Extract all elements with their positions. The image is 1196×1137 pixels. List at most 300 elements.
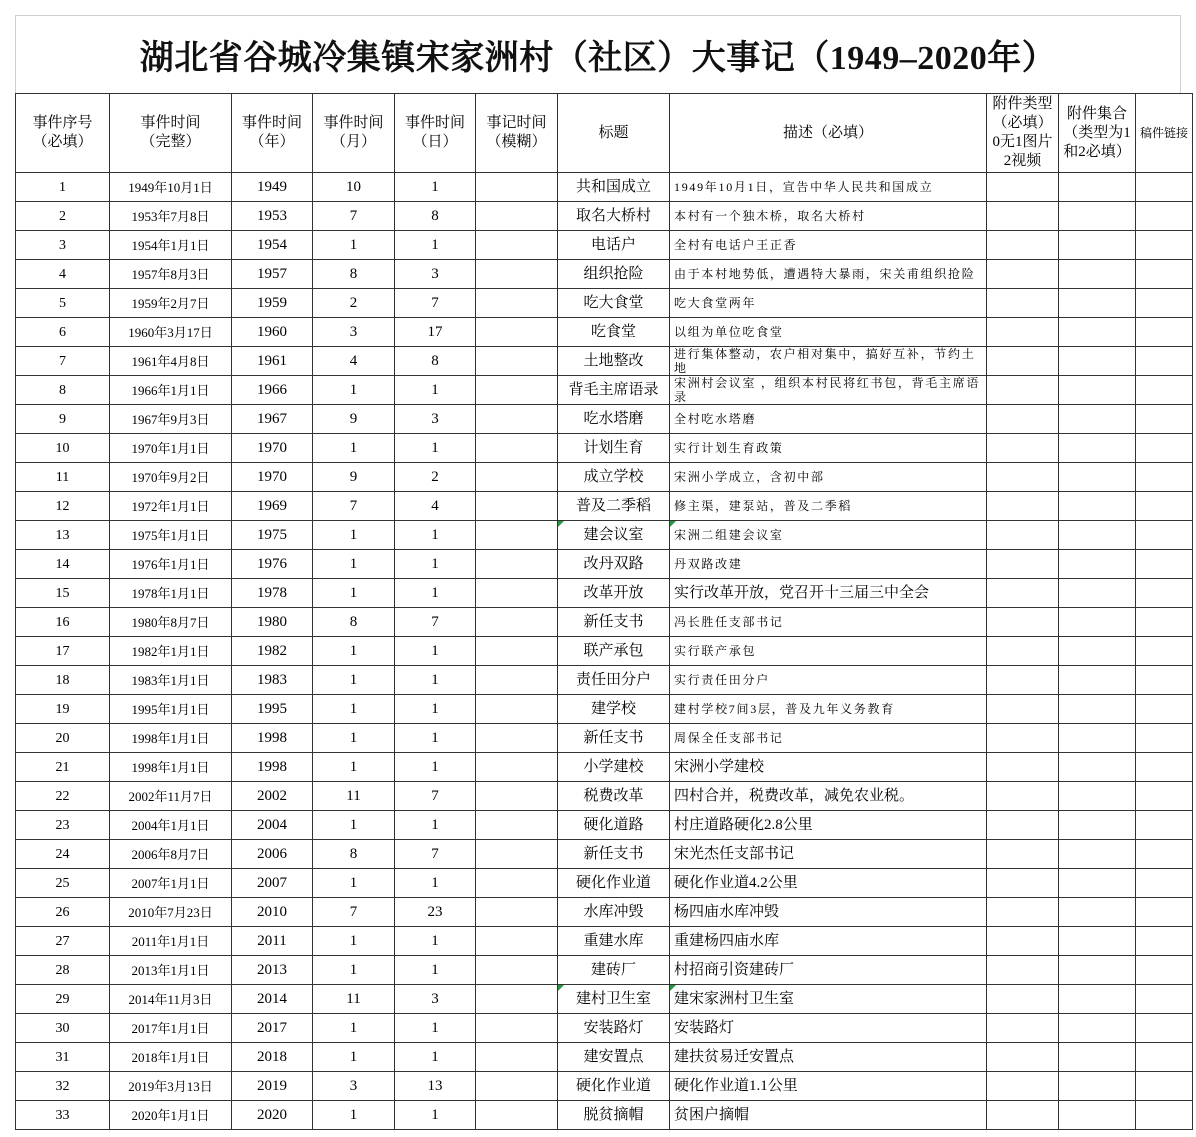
cell-event-title[interactable] <box>558 1043 670 1072</box>
cell-event-month[interactable] <box>313 1014 395 1043</box>
cell-manuscript-link[interactable] <box>1136 1072 1193 1101</box>
cell-attachment-type[interactable] <box>987 260 1059 289</box>
cell-attachment-type[interactable] <box>987 289 1059 318</box>
cell-event-month[interactable] <box>313 898 395 927</box>
cell-event-year[interactable] <box>232 231 313 260</box>
cell-event-seq[interactable] <box>16 1043 110 1072</box>
cell-event-date-fuzzy[interactable] <box>476 347 558 376</box>
cell-event-date-fuzzy[interactable] <box>476 202 558 231</box>
cell-event-date-fuzzy[interactable] <box>476 1072 558 1101</box>
cell-event-title[interactable] <box>558 376 670 405</box>
cell-manuscript-link[interactable] <box>1136 1101 1193 1130</box>
cell-event-date-full[interactable] <box>110 347 232 376</box>
header-event-month[interactable] <box>313 94 395 173</box>
cell-manuscript-link[interactable] <box>1136 956 1193 985</box>
cell-event-date-fuzzy[interactable] <box>476 782 558 811</box>
cell-event-description[interactable] <box>670 898 987 927</box>
cell-event-day[interactable] <box>395 1014 476 1043</box>
cell-attachment-set[interactable] <box>1059 927 1136 956</box>
cell-event-year[interactable] <box>232 1072 313 1101</box>
cell-attachment-set[interactable] <box>1059 811 1136 840</box>
cell-attachment-type[interactable] <box>987 956 1059 985</box>
cell-event-description[interactable] <box>670 985 987 1014</box>
cell-attachment-type[interactable] <box>987 318 1059 347</box>
cell-event-year[interactable] <box>232 521 313 550</box>
cell-event-seq[interactable] <box>16 521 110 550</box>
cell-event-date-full[interactable] <box>110 376 232 405</box>
cell-event-date-fuzzy[interactable] <box>476 840 558 869</box>
cell-manuscript-link[interactable] <box>1136 173 1193 202</box>
cell-event-description[interactable] <box>670 405 987 434</box>
cell-event-month[interactable] <box>313 202 395 231</box>
cell-manuscript-link[interactable] <box>1136 492 1193 521</box>
cell-event-year[interactable] <box>232 173 313 202</box>
cell-manuscript-link[interactable] <box>1136 637 1193 666</box>
cell-event-month[interactable] <box>313 260 395 289</box>
cell-event-year[interactable] <box>232 811 313 840</box>
cell-event-title[interactable] <box>558 1014 670 1043</box>
cell-attachment-type[interactable] <box>987 666 1059 695</box>
cell-event-day[interactable] <box>395 724 476 753</box>
cell-event-date-fuzzy[interactable] <box>476 463 558 492</box>
cell-event-date-fuzzy[interactable] <box>476 405 558 434</box>
cell-attachment-set[interactable] <box>1059 463 1136 492</box>
cell-event-description[interactable] <box>670 173 987 202</box>
cell-event-date-full[interactable] <box>110 637 232 666</box>
cell-attachment-set[interactable] <box>1059 260 1136 289</box>
cell-event-description[interactable] <box>670 724 987 753</box>
cell-event-seq[interactable] <box>16 1101 110 1130</box>
cell-event-date-fuzzy[interactable] <box>476 289 558 318</box>
cell-event-date-full[interactable] <box>110 260 232 289</box>
cell-event-seq[interactable] <box>16 782 110 811</box>
cell-attachment-type[interactable] <box>987 898 1059 927</box>
cell-event-title[interactable] <box>558 405 670 434</box>
cell-event-title[interactable] <box>558 347 670 376</box>
cell-event-day[interactable] <box>395 840 476 869</box>
cell-event-description[interactable] <box>670 869 987 898</box>
cell-event-year[interactable] <box>232 202 313 231</box>
cell-event-day[interactable] <box>395 318 476 347</box>
cell-event-date-fuzzy[interactable] <box>476 550 558 579</box>
cell-event-day[interactable] <box>395 927 476 956</box>
cell-attachment-set[interactable] <box>1059 1101 1136 1130</box>
cell-event-title[interactable] <box>558 637 670 666</box>
cell-attachment-type[interactable] <box>987 434 1059 463</box>
header-manuscript-link[interactable] <box>1136 94 1193 173</box>
cell-event-title[interactable] <box>558 289 670 318</box>
cell-event-date-full[interactable] <box>110 202 232 231</box>
cell-event-month[interactable] <box>313 550 395 579</box>
cell-event-year[interactable] <box>232 724 313 753</box>
cell-manuscript-link[interactable] <box>1136 347 1193 376</box>
cell-manuscript-link[interactable] <box>1136 521 1193 550</box>
cell-event-month[interactable] <box>313 289 395 318</box>
cell-event-date-fuzzy[interactable] <box>476 724 558 753</box>
cell-event-month[interactable] <box>313 173 395 202</box>
cell-event-description[interactable] <box>670 927 987 956</box>
cell-manuscript-link[interactable] <box>1136 550 1193 579</box>
cell-event-description[interactable] <box>670 434 987 463</box>
cell-event-date-full[interactable] <box>110 666 232 695</box>
cell-event-description[interactable] <box>670 231 987 260</box>
cell-event-year[interactable] <box>232 927 313 956</box>
cell-event-year[interactable] <box>232 1101 313 1130</box>
cell-manuscript-link[interactable] <box>1136 231 1193 260</box>
cell-manuscript-link[interactable] <box>1136 898 1193 927</box>
cell-event-description[interactable] <box>670 347 987 376</box>
cell-event-title[interactable] <box>558 782 670 811</box>
cell-event-year[interactable] <box>232 753 313 782</box>
cell-attachment-type[interactable] <box>987 231 1059 260</box>
cell-manuscript-link[interactable] <box>1136 202 1193 231</box>
cell-manuscript-link[interactable] <box>1136 579 1193 608</box>
cell-event-seq[interactable] <box>16 347 110 376</box>
cell-event-description[interactable] <box>670 463 987 492</box>
cell-event-description[interactable] <box>670 260 987 289</box>
cell-event-title[interactable] <box>558 608 670 637</box>
cell-attachment-type[interactable] <box>987 1101 1059 1130</box>
cell-event-day[interactable] <box>395 985 476 1014</box>
header-event-day[interactable] <box>395 94 476 173</box>
cell-event-title[interactable] <box>558 1072 670 1101</box>
cell-event-title[interactable] <box>558 985 670 1014</box>
cell-manuscript-link[interactable] <box>1136 608 1193 637</box>
cell-manuscript-link[interactable] <box>1136 463 1193 492</box>
cell-attachment-set[interactable] <box>1059 608 1136 637</box>
cell-event-description[interactable] <box>670 608 987 637</box>
cell-attachment-type[interactable] <box>987 811 1059 840</box>
cell-manuscript-link[interactable] <box>1136 1043 1193 1072</box>
cell-attachment-set[interactable] <box>1059 840 1136 869</box>
cell-attachment-set[interactable] <box>1059 782 1136 811</box>
cell-event-day[interactable] <box>395 1043 476 1072</box>
cell-event-description[interactable] <box>670 579 987 608</box>
cell-event-month[interactable] <box>313 318 395 347</box>
cell-event-day[interactable] <box>395 666 476 695</box>
title-cell[interactable] <box>15 15 1181 93</box>
cell-attachment-set[interactable] <box>1059 1072 1136 1101</box>
cell-event-date-fuzzy[interactable] <box>476 811 558 840</box>
cell-event-day[interactable] <box>395 608 476 637</box>
cell-event-year[interactable] <box>232 434 313 463</box>
cell-event-month[interactable] <box>313 405 395 434</box>
cell-event-title[interactable] <box>558 956 670 985</box>
cell-event-date-full[interactable] <box>110 1101 232 1130</box>
cell-event-month[interactable] <box>313 985 395 1014</box>
cell-event-seq[interactable] <box>16 260 110 289</box>
cell-event-date-fuzzy[interactable] <box>476 927 558 956</box>
cell-event-year[interactable] <box>232 898 313 927</box>
cell-attachment-type[interactable] <box>987 376 1059 405</box>
cell-manuscript-link[interactable] <box>1136 1014 1193 1043</box>
cell-event-year[interactable] <box>232 347 313 376</box>
cell-event-date-full[interactable] <box>110 1043 232 1072</box>
cell-event-month[interactable] <box>313 666 395 695</box>
cell-attachment-set[interactable] <box>1059 753 1136 782</box>
cell-manuscript-link[interactable] <box>1136 434 1193 463</box>
cell-event-seq[interactable] <box>16 956 110 985</box>
cell-event-month[interactable] <box>313 1072 395 1101</box>
cell-event-title[interactable] <box>558 898 670 927</box>
cell-attachment-type[interactable] <box>987 782 1059 811</box>
cell-event-seq[interactable] <box>16 579 110 608</box>
cell-attachment-set[interactable] <box>1059 869 1136 898</box>
cell-manuscript-link[interactable] <box>1136 753 1193 782</box>
cell-event-title[interactable] <box>558 463 670 492</box>
cell-event-seq[interactable] <box>16 202 110 231</box>
cell-event-day[interactable] <box>395 695 476 724</box>
cell-event-date-full[interactable] <box>110 985 232 1014</box>
cell-attachment-type[interactable] <box>987 724 1059 753</box>
cell-manuscript-link[interactable] <box>1136 405 1193 434</box>
cell-event-date-fuzzy[interactable] <box>476 985 558 1014</box>
cell-event-date-full[interactable] <box>110 318 232 347</box>
cell-attachment-set[interactable] <box>1059 492 1136 521</box>
cell-event-seq[interactable] <box>16 550 110 579</box>
cell-event-description[interactable] <box>670 550 987 579</box>
cell-event-month[interactable] <box>313 782 395 811</box>
cell-event-month[interactable] <box>313 434 395 463</box>
cell-event-seq[interactable] <box>16 376 110 405</box>
cell-event-title[interactable] <box>558 869 670 898</box>
cell-event-seq[interactable] <box>16 289 110 318</box>
cell-attachment-set[interactable] <box>1059 1014 1136 1043</box>
cell-event-day[interactable] <box>395 550 476 579</box>
header-event-date-full[interactable] <box>110 94 232 173</box>
cell-event-day[interactable] <box>395 434 476 463</box>
cell-attachment-set[interactable] <box>1059 695 1136 724</box>
cell-event-month[interactable] <box>313 753 395 782</box>
cell-event-date-full[interactable] <box>110 1014 232 1043</box>
cell-event-date-full[interactable] <box>110 521 232 550</box>
cell-attachment-set[interactable] <box>1059 289 1136 318</box>
cell-event-date-fuzzy[interactable] <box>476 695 558 724</box>
header-event-description[interactable] <box>670 94 987 173</box>
cell-attachment-set[interactable] <box>1059 666 1136 695</box>
cell-attachment-type[interactable] <box>987 753 1059 782</box>
cell-event-seq[interactable] <box>16 840 110 869</box>
cell-event-year[interactable] <box>232 637 313 666</box>
cell-event-day[interactable] <box>395 173 476 202</box>
cell-event-date-fuzzy[interactable] <box>476 260 558 289</box>
cell-event-year[interactable] <box>232 985 313 1014</box>
cell-event-year[interactable] <box>232 782 313 811</box>
cell-event-month[interactable] <box>313 927 395 956</box>
cell-manuscript-link[interactable] <box>1136 782 1193 811</box>
cell-event-month[interactable] <box>313 869 395 898</box>
cell-attachment-type[interactable] <box>987 985 1059 1014</box>
cell-event-seq[interactable] <box>16 869 110 898</box>
cell-event-date-fuzzy[interactable] <box>476 666 558 695</box>
cell-event-description[interactable] <box>670 521 987 550</box>
cell-event-title[interactable] <box>558 550 670 579</box>
cell-event-day[interactable] <box>395 231 476 260</box>
cell-event-year[interactable] <box>232 840 313 869</box>
cell-attachment-type[interactable] <box>987 550 1059 579</box>
cell-event-description[interactable] <box>670 811 987 840</box>
cell-event-seq[interactable] <box>16 811 110 840</box>
cell-event-day[interactable] <box>395 898 476 927</box>
cell-event-description[interactable] <box>670 376 987 405</box>
cell-event-seq[interactable] <box>16 724 110 753</box>
cell-event-date-full[interactable] <box>110 811 232 840</box>
cell-event-month[interactable] <box>313 956 395 985</box>
cell-manuscript-link[interactable] <box>1136 840 1193 869</box>
cell-manuscript-link[interactable] <box>1136 666 1193 695</box>
cell-manuscript-link[interactable] <box>1136 811 1193 840</box>
cell-event-title[interactable] <box>558 521 670 550</box>
cell-event-month[interactable] <box>313 521 395 550</box>
cell-event-date-full[interactable] <box>110 1072 232 1101</box>
cell-event-date-full[interactable] <box>110 550 232 579</box>
cell-event-date-full[interactable] <box>110 695 232 724</box>
cell-attachment-type[interactable] <box>987 492 1059 521</box>
cell-event-date-full[interactable] <box>110 405 232 434</box>
cell-event-day[interactable] <box>395 289 476 318</box>
cell-event-description[interactable] <box>670 637 987 666</box>
cell-attachment-set[interactable] <box>1059 376 1136 405</box>
cell-event-seq[interactable] <box>16 753 110 782</box>
cell-event-month[interactable] <box>313 231 395 260</box>
cell-event-day[interactable] <box>395 637 476 666</box>
cell-event-date-full[interactable] <box>110 608 232 637</box>
cell-event-seq[interactable] <box>16 898 110 927</box>
cell-attachment-set[interactable] <box>1059 405 1136 434</box>
cell-event-title[interactable] <box>558 202 670 231</box>
cell-attachment-set[interactable] <box>1059 202 1136 231</box>
cell-attachment-set[interactable] <box>1059 724 1136 753</box>
cell-event-date-fuzzy[interactable] <box>476 608 558 637</box>
cell-manuscript-link[interactable] <box>1136 376 1193 405</box>
cell-event-date-fuzzy[interactable] <box>476 898 558 927</box>
cell-event-month[interactable] <box>313 579 395 608</box>
cell-attachment-set[interactable] <box>1059 579 1136 608</box>
cell-event-title[interactable] <box>558 318 670 347</box>
cell-event-title[interactable] <box>558 811 670 840</box>
cell-event-date-full[interactable] <box>110 753 232 782</box>
cell-event-seq[interactable] <box>16 434 110 463</box>
cell-event-day[interactable] <box>395 869 476 898</box>
cell-manuscript-link[interactable] <box>1136 695 1193 724</box>
cell-event-title[interactable] <box>558 666 670 695</box>
cell-event-date-full[interactable] <box>110 579 232 608</box>
cell-event-date-fuzzy[interactable] <box>476 173 558 202</box>
cell-event-date-fuzzy[interactable] <box>476 579 558 608</box>
cell-event-day[interactable] <box>395 1101 476 1130</box>
cell-event-year[interactable] <box>232 550 313 579</box>
cell-event-date-full[interactable] <box>110 956 232 985</box>
cell-event-title[interactable] <box>558 260 670 289</box>
cell-event-title[interactable] <box>558 579 670 608</box>
cell-event-date-full[interactable] <box>110 869 232 898</box>
cell-event-description[interactable] <box>670 695 987 724</box>
cell-event-day[interactable] <box>395 782 476 811</box>
cell-event-description[interactable] <box>670 1072 987 1101</box>
cell-event-day[interactable] <box>395 376 476 405</box>
cell-attachment-type[interactable] <box>987 1072 1059 1101</box>
cell-event-seq[interactable] <box>16 405 110 434</box>
cell-event-date-fuzzy[interactable] <box>476 376 558 405</box>
cell-attachment-set[interactable] <box>1059 231 1136 260</box>
cell-event-day[interactable] <box>395 753 476 782</box>
cell-event-seq[interactable] <box>16 695 110 724</box>
cell-event-day[interactable] <box>395 492 476 521</box>
cell-event-year[interactable] <box>232 492 313 521</box>
cell-event-day[interactable] <box>395 260 476 289</box>
cell-attachment-set[interactable] <box>1059 550 1136 579</box>
cell-event-day[interactable] <box>395 521 476 550</box>
cell-event-title[interactable] <box>558 492 670 521</box>
cell-event-title[interactable] <box>558 927 670 956</box>
cell-event-year[interactable] <box>232 608 313 637</box>
cell-event-date-fuzzy[interactable] <box>476 434 558 463</box>
cell-event-description[interactable] <box>670 840 987 869</box>
cell-event-year[interactable] <box>232 463 313 492</box>
cell-attachment-type[interactable] <box>987 347 1059 376</box>
cell-event-seq[interactable] <box>16 318 110 347</box>
cell-event-date-full[interactable] <box>110 231 232 260</box>
cell-event-description[interactable] <box>670 1043 987 1072</box>
cell-attachment-set[interactable] <box>1059 637 1136 666</box>
cell-event-seq[interactable] <box>16 173 110 202</box>
cell-event-year[interactable] <box>232 260 313 289</box>
cell-event-date-fuzzy[interactable] <box>476 492 558 521</box>
cell-attachment-type[interactable] <box>987 695 1059 724</box>
cell-attachment-set[interactable] <box>1059 956 1136 985</box>
cell-attachment-set[interactable] <box>1059 898 1136 927</box>
cell-attachment-set[interactable] <box>1059 318 1136 347</box>
cell-event-month[interactable] <box>313 376 395 405</box>
cell-event-month[interactable] <box>313 811 395 840</box>
cell-event-description[interactable] <box>670 753 987 782</box>
cell-attachment-type[interactable] <box>987 1014 1059 1043</box>
cell-manuscript-link[interactable] <box>1136 318 1193 347</box>
cell-event-description[interactable] <box>670 1014 987 1043</box>
cell-event-day[interactable] <box>395 811 476 840</box>
cell-event-description[interactable] <box>670 289 987 318</box>
cell-event-description[interactable] <box>670 666 987 695</box>
cell-attachment-set[interactable] <box>1059 347 1136 376</box>
cell-attachment-type[interactable] <box>987 637 1059 666</box>
cell-event-seq[interactable] <box>16 608 110 637</box>
cell-attachment-type[interactable] <box>987 840 1059 869</box>
cell-event-seq[interactable] <box>16 927 110 956</box>
cell-event-description[interactable] <box>670 318 987 347</box>
cell-event-date-fuzzy[interactable] <box>476 231 558 260</box>
header-event-title[interactable] <box>558 94 670 173</box>
cell-event-date-full[interactable] <box>110 898 232 927</box>
cell-attachment-set[interactable] <box>1059 521 1136 550</box>
cell-attachment-type[interactable] <box>987 202 1059 231</box>
cell-event-title[interactable] <box>558 1101 670 1130</box>
cell-event-date-fuzzy[interactable] <box>476 1101 558 1130</box>
cell-event-date-full[interactable] <box>110 492 232 521</box>
cell-manuscript-link[interactable] <box>1136 927 1193 956</box>
cell-event-month[interactable] <box>313 724 395 753</box>
cell-attachment-set[interactable] <box>1059 1043 1136 1072</box>
cell-event-date-fuzzy[interactable] <box>476 318 558 347</box>
cell-event-seq[interactable] <box>16 666 110 695</box>
header-event-year[interactable] <box>232 94 313 173</box>
cell-event-description[interactable] <box>670 492 987 521</box>
cell-event-year[interactable] <box>232 666 313 695</box>
cell-event-seq[interactable] <box>16 1072 110 1101</box>
cell-event-month[interactable] <box>313 608 395 637</box>
cell-event-year[interactable] <box>232 289 313 318</box>
cell-event-year[interactable] <box>232 1014 313 1043</box>
cell-event-date-full[interactable] <box>110 434 232 463</box>
